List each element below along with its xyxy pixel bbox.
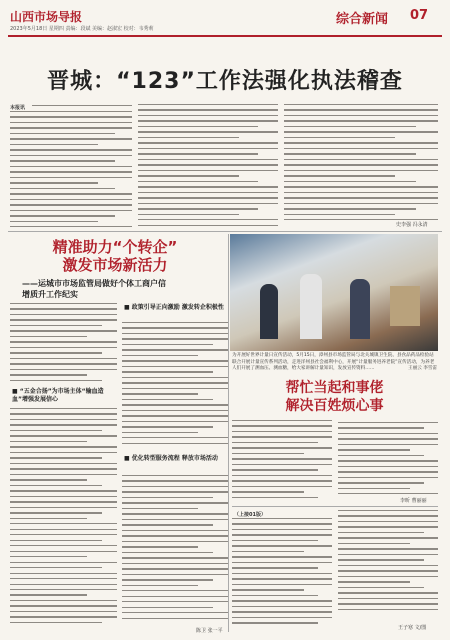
help-title-line-2: 解决百姓烦心事 bbox=[285, 398, 384, 414]
bottom-story-col-2 bbox=[338, 510, 438, 618]
divider bbox=[232, 506, 438, 507]
masthead bbox=[0, 0, 450, 40]
feature-deck bbox=[22, 278, 222, 300]
feature-col-1b bbox=[10, 408, 117, 630]
divider bbox=[8, 231, 442, 232]
feature-subhead-2: ■ 政策引导正向激励 激发转企积极性 bbox=[124, 304, 224, 311]
news-photo bbox=[230, 234, 438, 351]
feature-deck-line-2: 增质升工作纪实 bbox=[22, 290, 78, 299]
photo-credit: 王丽云 李雪雷 bbox=[407, 366, 437, 371]
masthead-rule bbox=[8, 35, 442, 37]
section-name: 综合新闻 bbox=[336, 12, 389, 27]
bottom-story-label: （上接01版） bbox=[234, 512, 266, 518]
photo-caption-text: 为开展好世界计量日宣传活动，5月15日，漳州县市场监管局与北关城镇卫生院、县食品药品检验站联合开展计量宣传系列活动，走进洋州县社会福利中心，开展“计量服务进养老院”宣传活动，为养老人们开展了测血压、测血糖，给大家讲解计量知识，发放宣传资料…… bbox=[232, 353, 435, 371]
feature-title-line-2: 激发市场新活力 bbox=[62, 256, 168, 274]
feature-title bbox=[15, 238, 215, 274]
photo-person bbox=[350, 279, 370, 339]
feature-deck-line-1: ——运城市市场监管局做好个体工商户信 bbox=[22, 279, 166, 288]
top-story-firstline bbox=[32, 105, 132, 110]
photo-table bbox=[390, 286, 420, 326]
feature-subhead-1: ■ “五金合扬”为市场主体“输血造血”增强发展信心 bbox=[12, 388, 104, 403]
photo-person bbox=[300, 274, 322, 339]
bottom-story-author: 王子寒 文/图 bbox=[398, 625, 427, 631]
top-story-col-3 bbox=[284, 104, 438, 229]
top-story-byline: 史李强 冯永清 bbox=[396, 222, 428, 228]
feature-col-2b bbox=[122, 475, 228, 625]
help-story-col-2 bbox=[338, 378, 438, 502]
top-headline: 晋城：“123”工作法强化执法稽查 bbox=[47, 69, 403, 94]
date-line: 2023年5月18日 星期四 责编：段斌 美编：赵淑宏 校对：韦秀莉 bbox=[10, 26, 154, 32]
feature-subhead-3: ■ 优化转型服务流程 释放市场活动 bbox=[124, 455, 218, 462]
column-divider bbox=[228, 234, 229, 632]
photo-caption bbox=[232, 353, 437, 373]
help-title-line-1: 帮忙当起和事佬 bbox=[285, 380, 384, 396]
top-story-lead-label: 本报讯 bbox=[10, 105, 26, 111]
top-story-col-2 bbox=[138, 104, 278, 229]
feature-col-1a bbox=[10, 303, 117, 385]
top-story-col-1 bbox=[10, 111, 132, 229]
page-number: 07 bbox=[410, 8, 429, 23]
feature-title-line-1: 精准助力“个转企” bbox=[52, 238, 178, 256]
help-story-author: 李昕 曹丽丽 bbox=[400, 498, 427, 504]
feature-col-2a bbox=[122, 322, 228, 450]
paper-name: 山西市场导报 bbox=[10, 10, 83, 24]
photo-person bbox=[260, 284, 278, 339]
feature-author: 陈卫 张一平 bbox=[196, 628, 223, 634]
bottom-story-col-1 bbox=[232, 518, 332, 630]
help-story-col-1 bbox=[232, 420, 332, 502]
